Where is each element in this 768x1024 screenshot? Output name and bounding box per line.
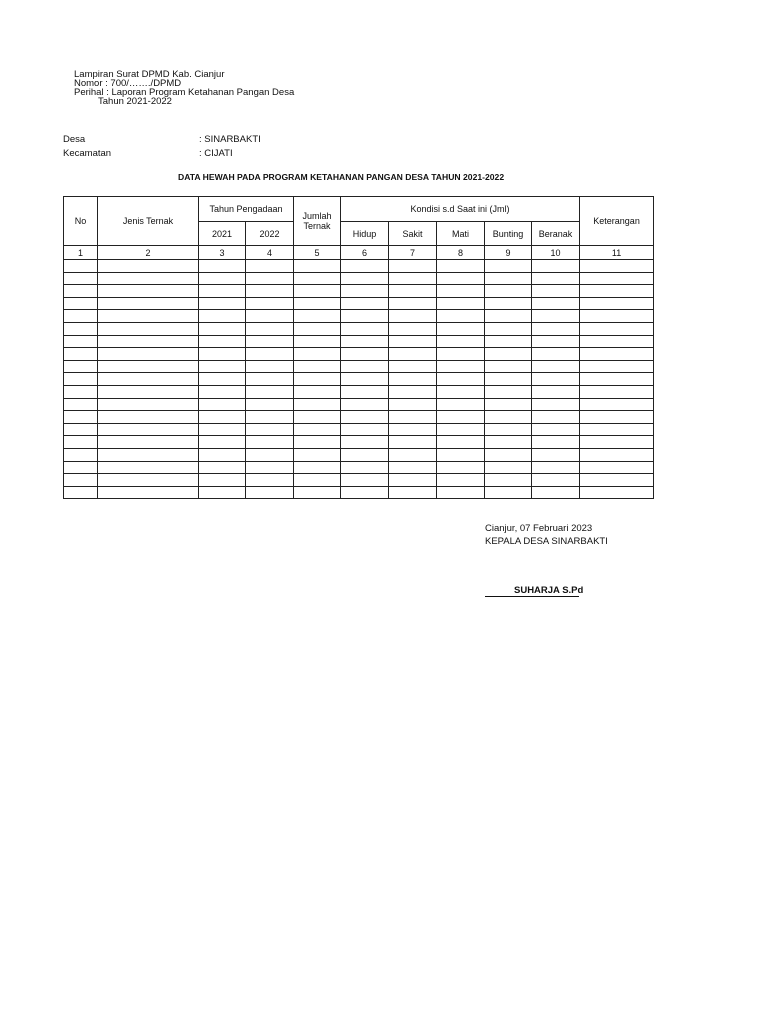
table-cell bbox=[199, 436, 246, 449]
perihal-line: Perihal : Laporan Program Ketahanan Pangan Desa bbox=[74, 87, 295, 98]
table-cell bbox=[199, 461, 246, 474]
table-cell bbox=[341, 360, 389, 373]
table-cell bbox=[64, 335, 98, 348]
table-cell bbox=[389, 348, 437, 361]
table-cell bbox=[580, 335, 654, 348]
table-cell bbox=[98, 310, 199, 323]
table-cell bbox=[532, 461, 580, 474]
column-number: 11 bbox=[580, 246, 654, 260]
table-cell bbox=[64, 385, 98, 398]
table-cell bbox=[389, 285, 437, 298]
header-jenis-ternak: Jenis Ternak bbox=[98, 197, 199, 246]
table-cell bbox=[64, 486, 98, 499]
table-cell bbox=[294, 398, 341, 411]
table-cell bbox=[199, 448, 246, 461]
table-cell bbox=[437, 486, 485, 499]
table-cell bbox=[485, 373, 532, 386]
signatory-position: KEPALA DESA SINARBAKTI bbox=[485, 536, 608, 547]
table-cell bbox=[294, 322, 341, 335]
table-cell bbox=[246, 335, 294, 348]
table-cell bbox=[389, 310, 437, 323]
table-cell bbox=[64, 474, 98, 487]
table-cell bbox=[532, 373, 580, 386]
table-cell bbox=[98, 272, 199, 285]
column-number: 4 bbox=[246, 246, 294, 260]
table-cell bbox=[485, 474, 532, 487]
table-cell bbox=[580, 297, 654, 310]
table-cell bbox=[532, 448, 580, 461]
table-row bbox=[64, 423, 654, 436]
table-cell bbox=[437, 285, 485, 298]
table-cell bbox=[485, 461, 532, 474]
table-cell bbox=[389, 411, 437, 424]
table-cell bbox=[341, 423, 389, 436]
lampiran-line: Lampiran Surat DPMD Kab. Cianjur bbox=[74, 69, 225, 80]
desa-label: Desa bbox=[63, 134, 86, 145]
column-number: 9 bbox=[485, 246, 532, 260]
table-cell bbox=[64, 348, 98, 361]
table-cell bbox=[437, 411, 485, 424]
table-cell bbox=[98, 360, 199, 373]
table-cell bbox=[580, 285, 654, 298]
column-number: 10 bbox=[532, 246, 580, 260]
table-cell bbox=[64, 272, 98, 285]
table-cell bbox=[485, 348, 532, 361]
document-title: DATA HEWAH PADA PROGRAM KETAHANAN PANGAN DESA TAHUN 2021-2022 bbox=[178, 172, 505, 182]
table-cell bbox=[294, 423, 341, 436]
column-number: 2 bbox=[98, 246, 199, 260]
table-row bbox=[64, 322, 654, 335]
table-cell bbox=[485, 285, 532, 298]
table-cell bbox=[532, 285, 580, 298]
table-cell bbox=[294, 385, 341, 398]
table-cell bbox=[98, 373, 199, 386]
column-number: 1 bbox=[64, 246, 98, 260]
table-cell bbox=[437, 448, 485, 461]
table-cell bbox=[341, 322, 389, 335]
header-beranak: Beranak bbox=[532, 222, 580, 246]
table-row bbox=[64, 436, 654, 449]
table-cell bbox=[580, 474, 654, 487]
table-cell bbox=[246, 398, 294, 411]
table-cell bbox=[246, 474, 294, 487]
table-cell bbox=[294, 335, 341, 348]
header-keterangan: Keterangan bbox=[580, 197, 654, 246]
table-cell bbox=[532, 260, 580, 273]
table-cell bbox=[246, 285, 294, 298]
table-row bbox=[64, 297, 654, 310]
table-cell bbox=[64, 310, 98, 323]
table-cell bbox=[246, 373, 294, 386]
table-cell bbox=[485, 272, 532, 285]
table-cell bbox=[64, 411, 98, 424]
table-cell bbox=[389, 385, 437, 398]
table-cell bbox=[64, 436, 98, 449]
table-cell bbox=[341, 398, 389, 411]
table-cell bbox=[341, 373, 389, 386]
table-cell bbox=[294, 348, 341, 361]
table-cell bbox=[485, 335, 532, 348]
table-cell bbox=[532, 297, 580, 310]
table-cell bbox=[98, 335, 199, 348]
table-cell bbox=[246, 360, 294, 373]
table-cell bbox=[64, 322, 98, 335]
table-cell bbox=[341, 335, 389, 348]
header-sakit: Sakit bbox=[389, 222, 437, 246]
table-row bbox=[64, 285, 654, 298]
table-cell bbox=[199, 272, 246, 285]
table-cell bbox=[246, 461, 294, 474]
table-row bbox=[64, 335, 654, 348]
table-cell bbox=[389, 373, 437, 386]
table-row bbox=[64, 348, 654, 361]
table-cell bbox=[98, 486, 199, 499]
header-hidup: Hidup bbox=[341, 222, 389, 246]
table-cell bbox=[341, 348, 389, 361]
table-cell bbox=[294, 411, 341, 424]
table-cell bbox=[199, 335, 246, 348]
table-cell bbox=[437, 385, 485, 398]
table-cell bbox=[580, 486, 654, 499]
table-cell bbox=[389, 423, 437, 436]
header-jumlah-ternak: Jumlah Ternak bbox=[294, 197, 341, 246]
table-cell bbox=[199, 423, 246, 436]
kecamatan-value: : CIJATI bbox=[199, 148, 233, 159]
table-cell bbox=[580, 385, 654, 398]
table-cell bbox=[64, 260, 98, 273]
table-row bbox=[64, 474, 654, 487]
table-cell bbox=[437, 360, 485, 373]
table-cell bbox=[485, 411, 532, 424]
table-cell bbox=[580, 398, 654, 411]
table-cell bbox=[532, 335, 580, 348]
table-cell bbox=[532, 436, 580, 449]
table-cell bbox=[437, 436, 485, 449]
table-cell bbox=[64, 373, 98, 386]
table-cell bbox=[389, 398, 437, 411]
table-cell bbox=[64, 448, 98, 461]
kecamatan-label: Kecamatan bbox=[63, 148, 112, 159]
table-cell bbox=[98, 436, 199, 449]
table-cell bbox=[98, 448, 199, 461]
table-cell bbox=[341, 486, 389, 499]
table-row bbox=[64, 448, 654, 461]
header-2022: 2022 bbox=[246, 222, 294, 246]
table-cell bbox=[437, 423, 485, 436]
table-cell bbox=[389, 474, 437, 487]
table-cell bbox=[437, 348, 485, 361]
table-cell bbox=[98, 348, 199, 361]
table-cell bbox=[389, 260, 437, 273]
table-cell bbox=[294, 260, 341, 273]
column-number: 5 bbox=[294, 246, 341, 260]
table-cell bbox=[341, 448, 389, 461]
table-cell bbox=[246, 310, 294, 323]
table-cell bbox=[580, 423, 654, 436]
table-row bbox=[64, 461, 654, 474]
table-cell bbox=[580, 310, 654, 323]
table-row bbox=[64, 272, 654, 285]
column-number: 6 bbox=[341, 246, 389, 260]
signatory-name: SUHARJA S.Pd bbox=[514, 585, 584, 596]
table-cell bbox=[485, 398, 532, 411]
table-cell bbox=[98, 461, 199, 474]
table-cell bbox=[246, 448, 294, 461]
table-cell bbox=[246, 322, 294, 335]
table-cell bbox=[389, 436, 437, 449]
column-number: 7 bbox=[389, 246, 437, 260]
table-cell bbox=[389, 461, 437, 474]
table-cell bbox=[341, 385, 389, 398]
table-cell bbox=[580, 360, 654, 373]
table-cell bbox=[199, 360, 246, 373]
table-cell bbox=[532, 474, 580, 487]
table-cell bbox=[98, 260, 199, 273]
table-cell bbox=[199, 474, 246, 487]
table-cell bbox=[294, 297, 341, 310]
nomor-line: Nomor : 700/……./DPMD bbox=[74, 78, 182, 89]
table-cell bbox=[389, 360, 437, 373]
table-cell bbox=[341, 474, 389, 487]
table-cell bbox=[294, 310, 341, 323]
table-cell bbox=[199, 411, 246, 424]
table-cell bbox=[98, 398, 199, 411]
table-cell bbox=[64, 461, 98, 474]
table-cell bbox=[389, 335, 437, 348]
header-2021: 2021 bbox=[199, 222, 246, 246]
table-cell bbox=[98, 285, 199, 298]
table-cell bbox=[485, 310, 532, 323]
table-cell bbox=[246, 385, 294, 398]
table-cell bbox=[437, 335, 485, 348]
place-date: Cianjur, 07 Februari 2023 bbox=[485, 523, 593, 534]
table-cell bbox=[437, 322, 485, 335]
table-cell bbox=[485, 486, 532, 499]
table-cell bbox=[389, 322, 437, 335]
table-cell bbox=[532, 385, 580, 398]
table-cell bbox=[580, 260, 654, 273]
table-cell bbox=[64, 360, 98, 373]
table-cell bbox=[98, 297, 199, 310]
table-cell bbox=[294, 272, 341, 285]
table-cell bbox=[199, 398, 246, 411]
table-cell bbox=[485, 322, 532, 335]
table-cell bbox=[532, 322, 580, 335]
table-cell bbox=[64, 423, 98, 436]
table-cell bbox=[437, 260, 485, 273]
table-cell bbox=[580, 322, 654, 335]
table-cell bbox=[437, 310, 485, 323]
column-number-row bbox=[64, 246, 654, 260]
table-cell bbox=[389, 448, 437, 461]
table-cell bbox=[341, 260, 389, 273]
table-cell bbox=[199, 348, 246, 361]
table-cell bbox=[246, 297, 294, 310]
table-cell bbox=[294, 486, 341, 499]
table-row bbox=[64, 360, 654, 373]
table-cell bbox=[437, 474, 485, 487]
table-cell bbox=[246, 348, 294, 361]
table-cell bbox=[532, 398, 580, 411]
table-cell bbox=[294, 373, 341, 386]
table-cell bbox=[532, 486, 580, 499]
table-cell bbox=[389, 297, 437, 310]
table-cell bbox=[98, 322, 199, 335]
table-cell bbox=[532, 423, 580, 436]
table-cell bbox=[485, 448, 532, 461]
table-cell bbox=[294, 360, 341, 373]
table-row bbox=[64, 411, 654, 424]
table-cell bbox=[485, 260, 532, 273]
table-cell bbox=[246, 272, 294, 285]
table-cell bbox=[341, 436, 389, 449]
column-number: 8 bbox=[437, 246, 485, 260]
table-cell bbox=[532, 411, 580, 424]
perihal-continuation: Tahun 2021-2022 bbox=[98, 96, 172, 107]
table-cell bbox=[246, 411, 294, 424]
table-cell bbox=[246, 486, 294, 499]
signature-underline bbox=[485, 596, 579, 597]
table-cell bbox=[64, 285, 98, 298]
table-cell bbox=[341, 461, 389, 474]
table-cell bbox=[485, 436, 532, 449]
table-cell bbox=[294, 461, 341, 474]
table-cell bbox=[294, 448, 341, 461]
table-cell bbox=[341, 297, 389, 310]
table-cell bbox=[294, 436, 341, 449]
table-cell bbox=[98, 423, 199, 436]
table-cell bbox=[341, 310, 389, 323]
table-cell bbox=[246, 423, 294, 436]
header-bunting: Bunting bbox=[485, 222, 532, 246]
table-cell bbox=[532, 348, 580, 361]
table-cell bbox=[389, 486, 437, 499]
table-cell bbox=[485, 385, 532, 398]
column-number: 3 bbox=[199, 246, 246, 260]
header-no: No bbox=[64, 197, 98, 246]
table-cell bbox=[199, 310, 246, 323]
table-row bbox=[64, 398, 654, 411]
table-cell bbox=[532, 360, 580, 373]
header-tahun-pengadaan: Tahun Pengadaan bbox=[199, 197, 294, 222]
table-cell bbox=[437, 373, 485, 386]
table-cell bbox=[341, 272, 389, 285]
table-row bbox=[64, 310, 654, 323]
table-cell bbox=[246, 436, 294, 449]
table-row bbox=[64, 260, 654, 273]
table-cell bbox=[389, 272, 437, 285]
table-row bbox=[64, 373, 654, 386]
table-cell bbox=[199, 486, 246, 499]
table-cell bbox=[580, 373, 654, 386]
table-cell bbox=[199, 322, 246, 335]
table-cell bbox=[485, 297, 532, 310]
table-cell bbox=[199, 285, 246, 298]
table-cell bbox=[246, 260, 294, 273]
table-cell bbox=[64, 297, 98, 310]
table-cell bbox=[580, 272, 654, 285]
table-row bbox=[64, 385, 654, 398]
table-cell bbox=[98, 385, 199, 398]
table-cell bbox=[199, 385, 246, 398]
table-cell bbox=[294, 285, 341, 298]
table-cell bbox=[580, 348, 654, 361]
desa-value: : SINARBAKTI bbox=[199, 134, 261, 145]
table-cell bbox=[98, 411, 199, 424]
table-cell bbox=[485, 360, 532, 373]
table-cell bbox=[64, 398, 98, 411]
table-cell bbox=[580, 461, 654, 474]
table-cell bbox=[437, 398, 485, 411]
livestock-table bbox=[63, 196, 654, 499]
header-kondisi: Kondisi s.d Saat ini (Jml) bbox=[341, 197, 580, 222]
table-cell bbox=[437, 297, 485, 310]
table-cell bbox=[341, 285, 389, 298]
table-cell bbox=[437, 461, 485, 474]
table-cell bbox=[199, 260, 246, 273]
table-cell bbox=[532, 272, 580, 285]
table-cell bbox=[437, 272, 485, 285]
table-row bbox=[64, 486, 654, 499]
table-cell bbox=[341, 411, 389, 424]
table-cell bbox=[580, 411, 654, 424]
table-cell bbox=[199, 297, 246, 310]
table-cell bbox=[294, 474, 341, 487]
table-cell bbox=[580, 436, 654, 449]
table-cell bbox=[532, 310, 580, 323]
table-cell bbox=[98, 474, 199, 487]
table-cell bbox=[485, 423, 532, 436]
table-cell bbox=[199, 373, 246, 386]
header-mati: Mati bbox=[437, 222, 485, 246]
table-cell bbox=[580, 448, 654, 461]
